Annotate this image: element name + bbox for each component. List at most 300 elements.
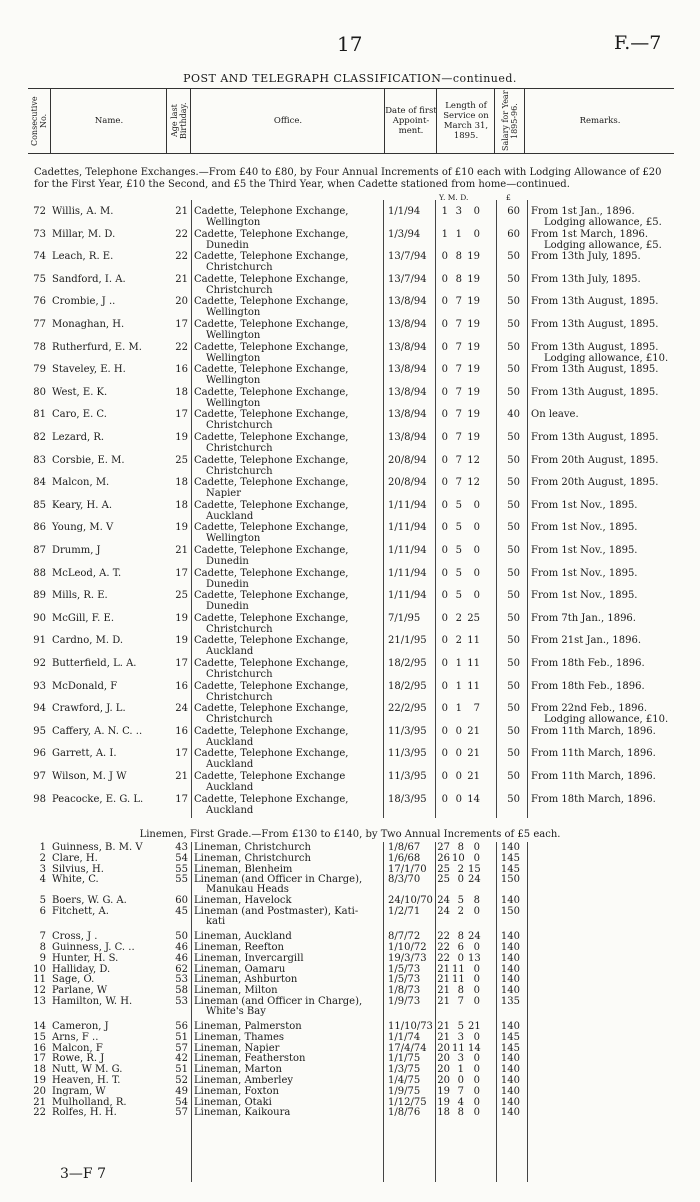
row-name: Corsbie, E. M.: [52, 454, 125, 466]
row-months: 3: [455, 206, 462, 217]
row-date: 11/3/95: [388, 725, 427, 737]
row-town: Christchurch: [206, 420, 273, 432]
row-office: Lineman, Ashburton: [194, 974, 298, 986]
row-days: 19: [467, 341, 480, 353]
row-number: 1: [39, 842, 46, 853]
row-number: 7: [39, 931, 46, 943]
row-date: 13/8/94: [388, 296, 427, 308]
row-remarks-note: Lodging allowance, £5.: [544, 217, 662, 228]
row-date: 1/1/74: [388, 1031, 421, 1043]
section-cadettes-heading: Cadettes, Telephone Exchanges.—From £40 to £80, by Four Annual Increments of £10 each with Lodging Allowance of £20 for the First Year, £10 the Second, and £5 the Third Year, when Cadette stationed from home—continued.: [34, 167, 662, 190]
row-days: 7: [473, 703, 480, 715]
row-name: Monaghan, H.: [52, 319, 125, 330]
row-months: 11: [452, 963, 465, 975]
row-number: 74: [33, 251, 46, 263]
row-date: 17/1/70: [388, 863, 427, 875]
row-office: Lineman, Blenheim: [194, 863, 293, 875]
row-office: Cadette, Telephone Exchange,: [194, 567, 349, 579]
row-remarks: From 1st Nov., 1895.: [531, 545, 638, 556]
row-office-cont: White's Bay: [206, 1006, 266, 1017]
row-name: Mills, R. E.: [52, 590, 108, 602]
row-date: 22/2/95: [388, 703, 427, 715]
row-salary: 50: [507, 386, 520, 398]
row-number: 2: [39, 852, 46, 864]
row-days: 0: [473, 1053, 480, 1065]
row-name: Heaven, H. T.: [52, 1075, 121, 1086]
row-months: 7: [457, 996, 464, 1007]
table-row: [28, 794, 674, 820]
row-date: 13/8/94: [388, 364, 427, 376]
row-name: Rowe, R. J: [52, 1053, 105, 1065]
row-number: 15: [33, 1031, 46, 1043]
row-number: 96: [33, 748, 46, 760]
row-years: 1: [441, 228, 448, 240]
row-days: 0: [473, 1107, 480, 1119]
row-salary: 50: [507, 319, 520, 330]
row-years: 0: [441, 748, 448, 760]
row-months: 11: [452, 974, 465, 986]
row-age: 50: [175, 931, 188, 943]
row-name: Parlane, W: [52, 985, 108, 997]
row-salary: 150: [500, 874, 520, 886]
row-office: Lineman, Foxton: [194, 1085, 279, 1097]
row-name: Staveley, E. H.: [52, 364, 126, 376]
row-date: 24/10/70: [388, 895, 433, 907]
row-years: 24: [437, 895, 450, 907]
row-office: Cadette, Telephone Exchange,: [194, 454, 349, 466]
row-age: 54: [175, 852, 188, 864]
row-years: 1: [441, 206, 448, 217]
row-office: Lineman (and Postmaster), Kati-: [194, 906, 359, 918]
row-months: 0: [457, 874, 464, 886]
row-remarks: From 18th March, 1896.: [531, 793, 656, 805]
row-office: Cadette, Telephone Exchange,: [194, 386, 349, 398]
row-office: Lineman, Napier: [194, 1042, 280, 1054]
row-town: Dunedin: [206, 556, 249, 567]
row-number: 5: [39, 895, 46, 907]
row-name: Cardno, M. D.: [52, 635, 124, 647]
row-years: 0: [441, 658, 448, 669]
row-months: 8: [457, 842, 464, 853]
row-years: 21: [437, 1021, 450, 1032]
row-salary: 50: [507, 296, 520, 308]
row-salary: 50: [507, 567, 520, 579]
table-row: [28, 874, 674, 896]
row-years: 25: [437, 863, 450, 875]
row-salary: 50: [507, 251, 520, 263]
row-age: 19: [175, 522, 188, 534]
row-age: 53: [175, 974, 188, 986]
row-years: 0: [441, 251, 448, 263]
row-age: 21: [175, 771, 188, 782]
row-salary: 145: [500, 863, 520, 875]
row-date: 13/7/94: [388, 273, 427, 285]
row-name: Fitchett, A.: [52, 906, 109, 918]
row-date: 13/8/94: [388, 319, 427, 330]
row-number: 92: [33, 658, 46, 669]
row-town: Christchurch: [206, 284, 273, 296]
row-days: 14: [467, 793, 480, 805]
row-age: 19: [175, 612, 188, 624]
row-days: 19: [467, 319, 480, 330]
row-days: 12: [467, 477, 480, 489]
page-title: POST AND TELEGRAPH CLASSIFICATION—continued.: [183, 72, 517, 85]
row-name: Rolfes, H. H.: [52, 1107, 117, 1119]
row-years: 21: [437, 985, 450, 997]
row-age: 17: [175, 793, 188, 805]
row-date: 13/7/94: [388, 251, 427, 263]
row-name: Crawford, J. L.: [52, 703, 126, 715]
row-salary: 50: [507, 658, 520, 669]
row-years: 20: [437, 1042, 450, 1054]
row-salary: 145: [500, 852, 520, 864]
row-number: 14: [33, 1021, 46, 1032]
column-rule: [527, 842, 528, 1182]
row-date: 1/6/68: [388, 852, 421, 864]
row-number: 85: [33, 499, 46, 511]
row-office: Lineman, Oamaru: [194, 963, 286, 975]
row-days: 0: [473, 942, 480, 953]
row-date: 1/11/94: [388, 567, 427, 579]
row-office: Cadette, Telephone Exchange: [194, 771, 346, 782]
row-office: Cadette, Telephone Exchange,: [194, 793, 349, 805]
row-years: 0: [441, 793, 448, 805]
row-months: 0: [455, 748, 462, 760]
row-days: 19: [467, 364, 480, 376]
row-number: 11: [33, 974, 46, 986]
row-salary: 50: [507, 545, 520, 556]
row-age: 16: [175, 680, 188, 692]
row-office: Lineman, Milton: [194, 985, 278, 997]
row-number: 97: [33, 771, 46, 782]
row-salary: 50: [507, 793, 520, 805]
row-years: 20: [437, 1053, 450, 1065]
row-salary: 50: [507, 432, 520, 443]
row-office: Cadette, Telephone Exchange,: [194, 545, 349, 556]
row-days: 25: [467, 612, 480, 624]
row-office: Lineman, Palmerston: [194, 1021, 302, 1032]
row-remarks: From 21st Jan., 1896.: [531, 635, 642, 647]
row-town: Dunedin: [206, 578, 249, 590]
row-remarks-note: Lodging allowance, £10.: [544, 714, 669, 726]
row-months: 6: [457, 942, 464, 953]
row-age: 43: [175, 842, 188, 853]
row-number: 79: [33, 364, 46, 376]
row-office: Cadette, Telephone Exchange,: [194, 364, 349, 376]
row-office: Lineman, Featherston: [194, 1053, 306, 1065]
row-name: Peacocke, E. G. L.: [52, 793, 144, 805]
row-months: 10: [452, 852, 465, 864]
row-office: Cadette, Telephone Exchange,: [194, 748, 349, 760]
row-name: Malcon, M.: [52, 477, 110, 489]
row-days: 13: [468, 952, 481, 964]
row-date: 8/7/72: [388, 931, 421, 943]
row-months: 0: [455, 771, 462, 782]
row-date: 1/5/73: [388, 963, 421, 975]
row-office: Cadette, Telephone Exchange,: [194, 522, 349, 534]
row-number: 76: [33, 296, 46, 308]
row-office: Cadette, Telephone Exchange,: [194, 319, 349, 330]
row-date: 1/1/75: [388, 1053, 421, 1065]
row-years: 0: [441, 635, 448, 647]
row-salary: 50: [507, 273, 520, 285]
row-name: Hamilton, W. H.: [52, 996, 133, 1007]
row-date: 18/2/95: [388, 680, 427, 692]
row-number: 90: [33, 612, 46, 624]
row-town: Wellington: [206, 375, 261, 387]
row-office: Cadette, Telephone Exchange,: [194, 590, 349, 602]
row-number: 22: [33, 1107, 46, 1119]
row-months: 0: [457, 952, 464, 964]
row-days: 0: [473, 522, 480, 534]
row-days: 0: [473, 996, 480, 1007]
row-months: 5: [457, 1021, 464, 1032]
row-months: 2: [457, 906, 464, 918]
row-remarks: From 18th Feb., 1896.: [531, 658, 645, 669]
header-length: Length of Service on March 31, 1895.: [443, 101, 489, 141]
row-years: 0: [441, 725, 448, 737]
row-months: 5: [457, 895, 464, 907]
row-years: 20: [437, 1075, 450, 1086]
row-name: Lezard, R.: [52, 432, 105, 443]
row-name: Caro, E. C.: [52, 409, 107, 421]
row-office: Lineman, Kaikoura: [194, 1107, 291, 1119]
row-age: 19: [175, 635, 188, 647]
row-days: 19: [467, 432, 480, 443]
row-days: 0: [473, 963, 480, 975]
row-months: 1: [457, 1064, 464, 1076]
row-office: Cadette, Telephone Exchange,: [194, 251, 349, 263]
row-days: 0: [473, 1085, 480, 1097]
row-age: 24: [175, 703, 188, 715]
row-number: 95: [33, 725, 46, 737]
table-header: [28, 88, 674, 154]
row-town: Dunedin: [206, 601, 249, 613]
row-date: 13/8/94: [388, 409, 427, 421]
row-number: 19: [33, 1075, 46, 1086]
row-days: 0: [473, 906, 480, 918]
row-office: Cadette, Telephone Exchange,: [194, 206, 349, 217]
row-office: Lineman, Auckland: [194, 931, 292, 943]
row-months: 0: [457, 1075, 464, 1086]
table-row: [28, 1107, 674, 1120]
row-town: Christchurch: [206, 691, 273, 703]
row-date: 1/9/73: [388, 996, 421, 1007]
row-months: 2: [455, 612, 462, 624]
row-town: Wellington: [206, 217, 261, 228]
row-days: 0: [473, 1075, 480, 1086]
row-years: 0: [441, 590, 448, 602]
row-date: 8/3/70: [388, 874, 421, 886]
row-years: 0: [441, 522, 448, 534]
row-days: 19: [467, 251, 480, 263]
row-remarks: From 13th July, 1895.: [531, 251, 641, 263]
row-remarks: From 18th Feb., 1896.: [531, 680, 645, 692]
row-salary: 140: [500, 1085, 520, 1097]
row-years: 0: [441, 612, 448, 624]
row-days: 0: [473, 1096, 480, 1108]
row-months: 1: [455, 703, 462, 715]
row-number: 17: [33, 1053, 46, 1065]
row-days: 11: [467, 658, 480, 669]
row-date: 18/2/95: [388, 658, 427, 669]
header-age: Age last Birthday.: [170, 102, 188, 140]
row-years: 0: [441, 680, 448, 692]
row-remarks: From 11th March, 1896.: [531, 748, 656, 760]
row-months: 8: [455, 273, 462, 285]
row-name: Cameron, J: [52, 1021, 109, 1032]
salary-unit: £: [506, 193, 511, 202]
row-date: 18/3/95: [388, 793, 427, 805]
row-years: 21: [437, 1031, 450, 1043]
row-months: 7: [455, 319, 462, 330]
row-office: Cadette, Telephone Exchange,: [194, 296, 349, 308]
row-years: 26: [437, 852, 450, 864]
row-age: 46: [175, 952, 188, 964]
column-rule: [191, 842, 192, 1182]
row-remarks: From 13th August, 1895.: [531, 341, 659, 353]
row-date: 20/8/94: [388, 477, 427, 489]
row-name: West, E. K.: [52, 386, 108, 398]
row-office-cont: Manukau Heads: [206, 884, 289, 896]
row-days: 0: [473, 985, 480, 997]
row-months: 4: [457, 1096, 464, 1108]
row-number: 86: [33, 522, 46, 534]
row-remarks: On leave.: [531, 409, 579, 421]
header-consec: Consecutive No.: [30, 96, 48, 146]
row-days: 14: [468, 1042, 481, 1054]
row-date: 1/11/94: [388, 522, 427, 534]
row-age: 49: [175, 1085, 188, 1097]
row-remarks: From 13th August, 1895.: [531, 386, 659, 398]
row-date: 1/2/71: [388, 906, 421, 918]
row-days: 24: [468, 931, 481, 943]
row-years: 0: [441, 545, 448, 556]
row-days: 24: [468, 874, 481, 886]
row-name: White, C.: [52, 874, 99, 886]
row-age: 21: [175, 273, 188, 285]
row-months: 1: [455, 680, 462, 692]
column-rule: [435, 842, 436, 1182]
row-number: 3: [39, 863, 46, 875]
row-office: Lineman, Marton: [194, 1064, 282, 1076]
row-salary: 140: [500, 1075, 520, 1086]
row-office: Cadette, Telephone Exchange,: [194, 432, 349, 443]
header-remarks: Remarks.: [579, 116, 621, 126]
row-days: 11: [467, 680, 480, 692]
row-name: Arns, F ..: [52, 1031, 99, 1043]
row-name: Millar, M. D.: [52, 228, 116, 240]
header-date: Date of first Appoint-ment.: [385, 106, 437, 136]
row-age: 18: [175, 386, 188, 398]
row-date: 1/3/75: [388, 1064, 421, 1076]
row-salary: 50: [507, 522, 520, 534]
row-name: Halliday, D.: [52, 963, 111, 975]
row-salary: 140: [500, 842, 520, 853]
row-office: Cadette, Telephone Exchange,: [194, 409, 349, 421]
page-footer: 3—F 7: [60, 1166, 106, 1182]
row-town: Christchurch: [206, 623, 273, 635]
row-days: 0: [473, 228, 480, 240]
row-months: 7: [455, 341, 462, 353]
row-office: Lineman, Christchurch: [194, 842, 311, 853]
row-office: Lineman (and Officer in Charge),: [194, 874, 363, 886]
row-date: 1/8/76: [388, 1107, 421, 1119]
row-days: 0: [473, 206, 480, 217]
row-salary: 140: [500, 952, 520, 964]
row-name: Cross, J .: [52, 931, 98, 943]
row-years: 18: [437, 1107, 450, 1119]
row-months: 1: [455, 658, 462, 669]
row-remarks: From 13th July, 1895.: [531, 273, 641, 285]
row-number: 75: [33, 273, 46, 285]
row-years: 20: [437, 1064, 450, 1076]
row-name: Sandford, I. A.: [52, 273, 126, 285]
row-age: 16: [175, 364, 188, 376]
row-years: 0: [441, 432, 448, 443]
row-years: 21: [437, 996, 450, 1007]
header-salary: Salary for Year 1895-96.: [501, 90, 519, 152]
row-months: 5: [455, 522, 462, 534]
row-days: 0: [473, 842, 480, 853]
row-office: Cadette, Telephone Exchange,: [194, 680, 349, 692]
row-days: 0: [473, 590, 480, 602]
row-office: Cadette, Telephone Exchange,: [194, 499, 349, 511]
row-months: 7: [455, 386, 462, 398]
row-salary: 140: [500, 1096, 520, 1108]
row-age: 21: [175, 206, 188, 217]
row-remarks: From 13th August, 1895.: [531, 319, 659, 330]
row-years: 0: [441, 409, 448, 421]
row-number: 77: [33, 319, 46, 330]
row-months: 2: [457, 863, 464, 875]
row-date: 1/12/75: [388, 1096, 427, 1108]
row-date: 1/11/94: [388, 590, 427, 602]
section-linemen-heading: Linemen, First Grade.—From £130 to £140, by Two Annual Increments of £5 each.: [139, 829, 561, 840]
row-remarks: From 22nd Feb., 1896.: [531, 703, 648, 715]
row-office: Lineman (and Officer in Charge),: [194, 996, 363, 1007]
row-number: 84: [33, 477, 46, 489]
row-name: Mulholland, R.: [52, 1096, 127, 1108]
row-days: 19: [467, 386, 480, 398]
row-age: 45: [175, 906, 188, 918]
column-rule: [383, 842, 384, 1182]
row-salary: 50: [507, 499, 520, 511]
row-days: 21: [467, 725, 480, 737]
row-years: 0: [441, 567, 448, 579]
row-number: 81: [33, 409, 46, 421]
header-name: Name.: [94, 116, 124, 126]
row-office: Cadette, Telephone Exchange,: [194, 273, 349, 285]
row-months: 5: [455, 567, 462, 579]
row-town: Auckland: [206, 782, 254, 793]
row-name: McGill, F. E.: [52, 612, 114, 624]
row-age: 18: [175, 477, 188, 489]
header-office: Office.: [273, 116, 303, 126]
row-number: 91: [33, 635, 46, 647]
row-age: 51: [175, 1064, 188, 1076]
row-age: 20: [175, 296, 188, 308]
row-years: 22: [437, 931, 450, 943]
row-salary: 140: [500, 1107, 520, 1119]
row-years: 22: [437, 942, 450, 953]
row-remarks-note: Lodging allowance, £5.: [544, 239, 662, 251]
row-age: 17: [175, 409, 188, 421]
row-town: Christchurch: [206, 669, 273, 680]
row-age: 58: [175, 985, 188, 997]
row-salary: 50: [507, 454, 520, 466]
row-months: 7: [455, 432, 462, 443]
